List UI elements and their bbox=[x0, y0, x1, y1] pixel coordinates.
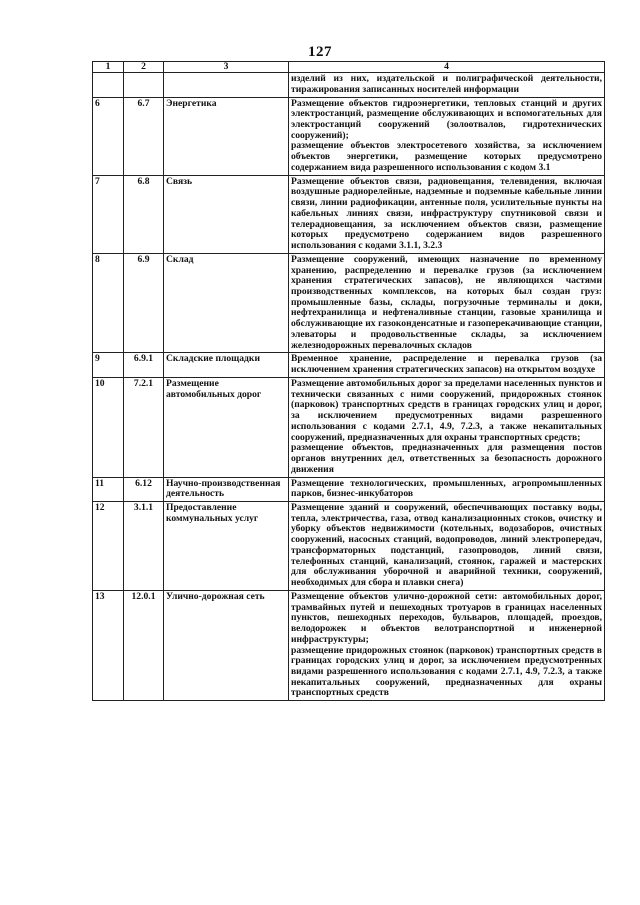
use-description bbox=[289, 253, 605, 353]
continuation-row bbox=[93, 73, 605, 97]
table-row bbox=[93, 253, 605, 353]
use-description bbox=[289, 353, 605, 377]
use-name: Размещение автомобильных дорог bbox=[164, 377, 289, 477]
row-number: 13 bbox=[93, 590, 124, 700]
table-row bbox=[93, 377, 605, 477]
description-paragraph: размещение объектов электросетевого хозяйства, за исключением объектов энергетики, размещение которых предусмотрено содержанием вида разрешенного использования с кодом 3.1 bbox=[291, 140, 602, 173]
description-paragraph: размещение придорожных стоянок (парковок) транспортных средств в границах городских улиц и дорог, за исключением предусмотренных видами разрешенного использования с кодами 2.7.1, 4.9, 7.2.3, а также некапитальных сооружений, предназначенных для охраны транспортных средств bbox=[291, 644, 602, 699]
use-description bbox=[289, 477, 605, 501]
table-row bbox=[93, 175, 605, 253]
use-code: 6.9.1 bbox=[124, 353, 164, 377]
use-description bbox=[289, 377, 605, 477]
header-cell: 3 bbox=[164, 62, 289, 73]
description-paragraph: Размещение зданий и сооружений, обеспечивающих поставку воды, тепла, электричества, газа, отвод канализационных стоков, очистку и уборку объектов недвижимости (котельных, водозаборов, очистных сооружений, насосных станций, водопроводов, линий электропередач, трансформаторных подстанций, газопроводов, линий связи, телефонных станций, канализаций, стоянок, гаражей и мастерских для обслуживания уборочной и аварийной техники, сооружений, необходимых для сбора и плавки снега) bbox=[291, 501, 602, 589]
use-name: Предоставление коммунальных услуг bbox=[164, 501, 289, 590]
land-use-table bbox=[92, 61, 605, 701]
use-name: Складские площадки bbox=[164, 353, 289, 377]
use-description bbox=[289, 501, 605, 590]
row-number: 7 bbox=[93, 175, 124, 253]
use-code: 7.2.1 bbox=[124, 377, 164, 477]
description-paragraph: Размещение технологических, промышленных, агропромышленных парков, бизнес-инкубаторов bbox=[291, 477, 602, 500]
header-cell: 4 bbox=[289, 62, 605, 73]
use-description bbox=[289, 97, 605, 175]
use-code: 6.9 bbox=[124, 253, 164, 353]
row-number: 12 bbox=[93, 501, 124, 590]
use-description bbox=[289, 590, 605, 700]
table-row bbox=[93, 353, 605, 377]
table-header-row bbox=[93, 62, 605, 73]
row-number: 8 bbox=[93, 253, 124, 353]
description-paragraph: Размещение объектов гидроэнергетики, тепловых станций и других электростанций, размещение обслуживающих и вспомогательных для электростанций сооружений (золоотвалов, гидротехнических сооружений); bbox=[291, 97, 602, 141]
description-paragraph: размещение объектов, предназначенных для размещения постов органов внутренних дел, ответственных за безопасность дорожного движения bbox=[291, 442, 602, 475]
use-code: 6.7 bbox=[124, 97, 164, 175]
use-name: Склад bbox=[164, 253, 289, 353]
use-name: Улично-дорожная сеть bbox=[164, 590, 289, 700]
row-number: 10 bbox=[93, 377, 124, 477]
table-row bbox=[93, 501, 605, 590]
header-cell: 1 bbox=[93, 62, 124, 73]
table-row bbox=[93, 477, 605, 501]
description-paragraph: Размещение сооружений, имеющих назначение по временному хранению, распределению и перевалке грузов (за исключением хранения стратегических запасов), не являющихся частями производственных комплексов, на которых был создан груз: промышленные базы, склады, погрузочные терминалы и доки, нефтехранилища и нефтеналивные станции, газовые хранилища и обслуживающие их газоконденсатные и газоперекачивающие станции, элеваторы и продовольственные склады, за исключением железнодорожных перевалочных складов bbox=[291, 253, 602, 351]
description-paragraph: Временное хранение, распределение и перевалка грузов (за исключением хранения стратегических запасов) на открытом воздухе bbox=[291, 353, 602, 376]
page-number: 127 bbox=[308, 44, 332, 60]
description-paragraph: Размещение объектов улично-дорожной сети: автомобильных дорог, трамвайных путей и пешеходных тротуаров в границах населенных пунктов, пешеходных переходов, бульваров, площадей, проездов, велодорожек и объектов велотранспортной и инженерной инфраструктуры; bbox=[291, 590, 602, 645]
use-code: 6.8 bbox=[124, 175, 164, 253]
use-name: Научно-производственная деятельность bbox=[164, 477, 289, 501]
description-paragraph: Размещение автомобильных дорог за пределами населенных пунктов и технически связанных с ними сооружений, придорожных стоянок (парковок) транспортных средств в границах городских улиц и дорог, за исключением предусмотренных видами разрешенного использования с кодами 2.7.1, 4.9, 7.2.3, а также некапитальных сооружений, предназначенных для охраны транспортных средств; bbox=[291, 377, 602, 443]
use-code: 12.0.1 bbox=[124, 590, 164, 700]
table-row bbox=[93, 590, 605, 700]
table-row bbox=[93, 97, 605, 175]
continuation-text: изделий из них, издательской и полиграфической деятельности, тиражирования записанных носителей информации bbox=[289, 73, 605, 97]
description-paragraph: Размещение объектов связи, радиовещания, телевидения, включая воздушные радиорелейные, надземные и подземные кабельные линии связи, линии радиофикации, антенные поля, усилительные пункты на кабельных линиях связи, инфраструктуру спутниковой связи и телерадиовещания, за исключением объектов связи, размещение которых предусмотрено содержанием видов разрешенного использования с кодами 3.1.1, 3.2.3 bbox=[291, 175, 602, 252]
use-code: 6.12 bbox=[124, 477, 164, 501]
row-number: 9 bbox=[93, 353, 124, 377]
use-description bbox=[289, 175, 605, 253]
use-code: 3.1.1 bbox=[124, 501, 164, 590]
use-name: Энергетика bbox=[164, 97, 289, 175]
row-number: 11 bbox=[93, 477, 124, 501]
use-name: Связь bbox=[164, 175, 289, 253]
row-number: 6 bbox=[93, 97, 124, 175]
header-cell: 2 bbox=[124, 62, 164, 73]
